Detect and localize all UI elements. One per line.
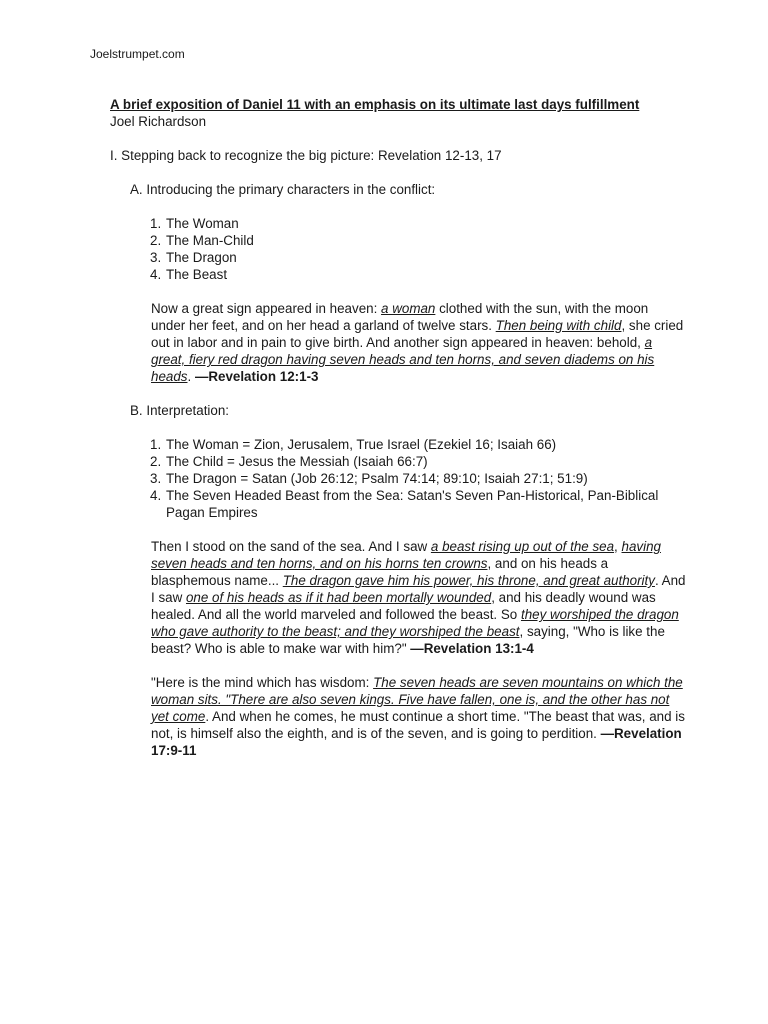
list-item: 3. The Dragon — [150, 250, 237, 265]
section-heading-1: I. Stepping back to recognize the big picture: Revelation 12-13, 17 — [110, 148, 502, 163]
document-body — [110, 96, 690, 759]
list-item: 2. The Man-Child — [150, 233, 254, 248]
document-title: A brief exposition of Daniel 11 with an emphasis on its ultimate last days fulfillment — [110, 97, 640, 112]
list-item: 4. The Seven Headed Beast from the Sea: Satan's Seven Pan-Historical, Pan-Biblical Pagan Empires — [150, 488, 659, 520]
scripture-reference: —Revelation 17:9-11 — [151, 726, 682, 758]
list-item: 1. The Woman — [150, 216, 239, 231]
list-item: 3. The Dragon = Satan (Job 26:12; Psalm 74:14; 89:10; Isaiah 27:1; 51:9) — [150, 471, 588, 486]
interpretation-list — [150, 436, 690, 521]
subsection-heading-a: A. Introducing the primary characters in the conflict: — [130, 182, 436, 197]
list-item: 4. The Beast — [150, 267, 228, 282]
scripture-reference: —Revelation 12:1-3 — [194, 369, 319, 384]
author-name: Joel Richardson — [110, 114, 207, 129]
subsection-heading-b: B. Interpretation: — [130, 403, 229, 418]
list-item: 2. The Child = Jesus the Messiah (Isaiah 66:7) — [150, 454, 428, 469]
list-item: 1. The Woman = Zion, Jerusalem, True Israel (Ezekiel 16; Isaiah 66) — [150, 437, 557, 452]
characters-list — [150, 215, 690, 283]
scripture-reference: —Revelation 13:1-4 — [410, 641, 534, 656]
scripture-quote-rev-12: Now a great sign appeared in heaven: a woman clothed with the sun, with the moon under her feet, and on her head a garland of twelve stars. Then being with child, she cried out in labor and in pain to give birth. And another sign appeared in heaven: behold, a great, fiery red dragon having seven heads and ten horns, and seven diadems on his heads. —Revelation 12:1-3 — [151, 301, 684, 384]
scripture-quote-rev-17: "Here is the mind which has wisdom: The seven heads are seven mountains on which the woman sits. "There are also seven kings. Five have fallen, one is, and the other has not yet come. And when he comes, he must continue a short time. "The beast that was, and is not, is himself also the eighth, and is of the seven, and is going to perdition. —Revelation 17:9-11 — [151, 675, 685, 758]
site-header: Joelstrumpet.com — [90, 47, 185, 61]
scripture-quote-rev-13: Then I stood on the sand of the sea. And I saw a beast rising up out of the sea, having seven heads and ten horns, and on his horns ten crowns, and on his heads a blasphemous name... The dragon gave him his power, his throne, and great authority. And I saw one of his heads as if it had been mortally wounded, and his deadly wound was healed. And all the world marveled and followed the beast. So they worshiped the dragon who gave authority to the beast; and they worshiped the beast, saying, "Who is like the beast? Who is able to make war with him?" —Revelation 13:1-4 — [151, 539, 686, 656]
